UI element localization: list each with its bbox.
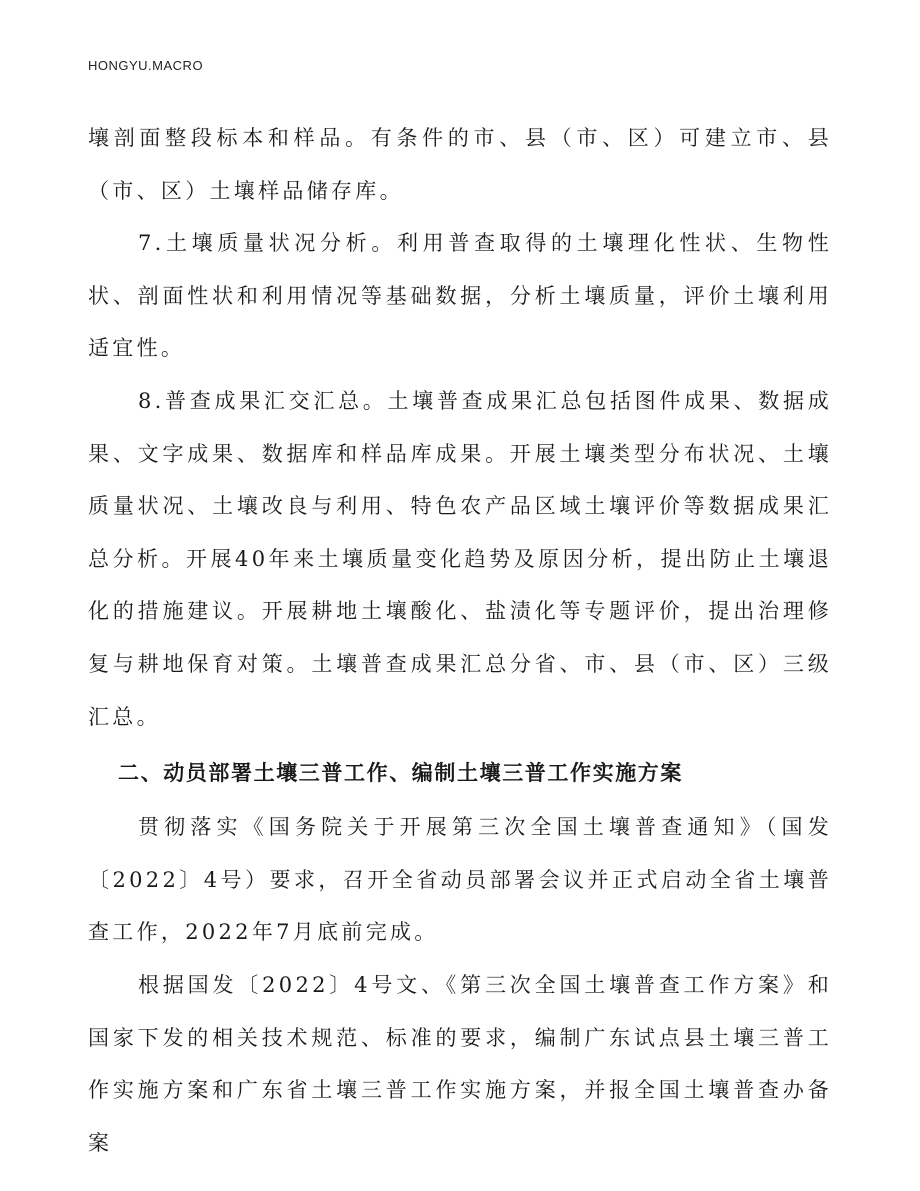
paragraph-soil-quality-analysis: 7.土壤质量状况分析。利用普查取得的土壤理化性状、生物性状、剖面性状和利用情况等基础数据，分析土壤质量，评价土壤利用适宜性。 [88, 231, 832, 361]
page-header: HONGYU.MACRO [88, 58, 204, 73]
paragraph-continuation: 壤剖面整段标本和样品。有条件的市、县（市、区）可建立市、县（市、区）土壤样品储存库。 [88, 126, 832, 203]
document-body [88, 112, 832, 1169]
paragraph-implementation-plan: 根据国发〔2022〕4号文、《第三次全国土壤普查工作方案》和国家下发的相关技术规范、标准的要求，编制广东试点县土壤三普工作实施方案和广东省土壤三普工作实施方案，并报全国土壤普查办备案 [88, 972, 832, 1155]
paragraph-survey-results-summary: 8.普查成果汇交汇总。土壤普查成果汇总包括图件成果、数据成果、文字成果、数据库和样品库成果。开展土壤类型分布状况、土壤质量状况、土壤改良与利用、特色农产品区域土壤评价等数据成果汇总分析。开展40年来土壤质量变化趋势及原因分析，提出防止土壤退化的措施建议。开展耕地土壤酸化、盐渍化等专题评价，提出治理修复与耕地保育对策。土壤普查成果汇总分省、市、县（市、区）三级汇总。 [88, 388, 832, 729]
paragraph-implement-notice: 贯彻落实《国务院关于开展第三次全国土壤普查通知》（国发〔2022〕4号）要求，召开全省动员部署会议并正式启动全省土壤普查工作，2022年7月底前完成。 [88, 815, 832, 945]
section-heading: 二、动员部署土壤三普工作、编制土壤三普工作实施方案 [118, 761, 683, 786]
